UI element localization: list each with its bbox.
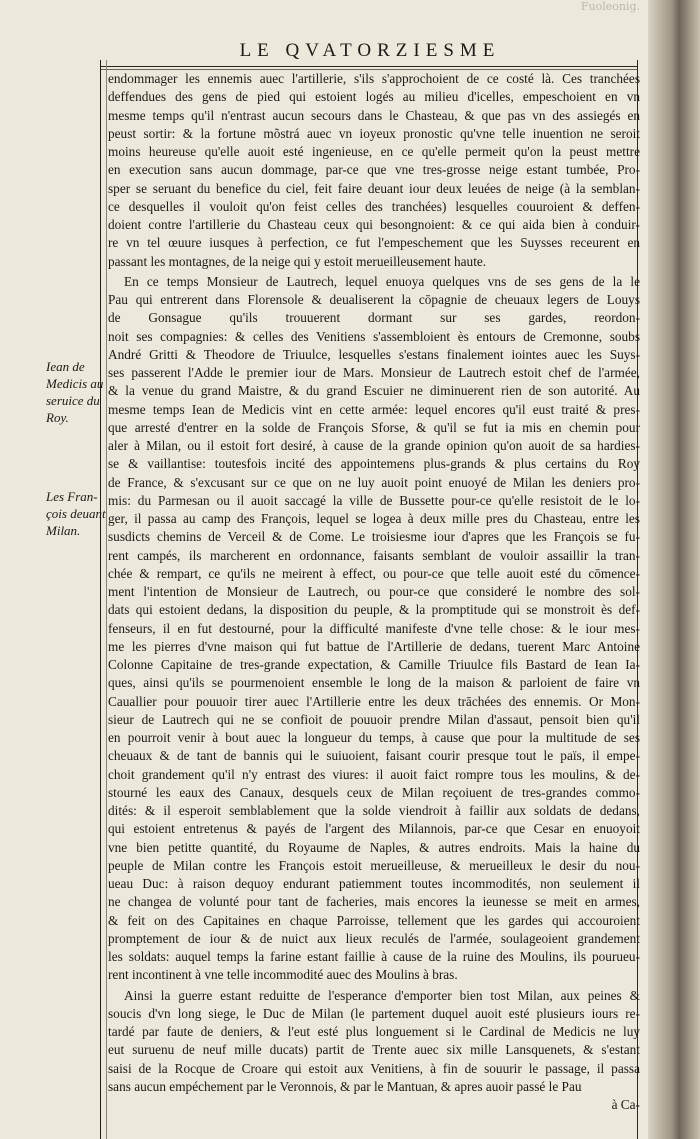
margin-note-medicis bbox=[46, 358, 108, 426]
text-line: mis: du Parmesan ou il auoit saccagé la ville de Bussette pour-ce qu'elle resistoit de le lo- bbox=[108, 492, 640, 508]
text-line: passant les montagnes, de la neige qui y estoit merueilleusement haute. bbox=[108, 253, 487, 269]
text-line: saisi de la Rocque de Croare qui estoit aux Venitiens, à fin de souurir le passage, il passa bbox=[108, 1060, 640, 1076]
bleed-through-text: Fuoleonig. bbox=[580, 0, 640, 13]
book-gutter bbox=[648, 0, 700, 1139]
margin-note-line: Roy. bbox=[46, 410, 69, 425]
margin-note-line: Medicis au bbox=[46, 376, 104, 391]
text-line: ment l'intention de Monsieur de Lautrech, ou pour-ce que consideré le nombre des sol- bbox=[108, 584, 640, 599]
text-line: En ce temps Monsieur de Lautrech, lequel enuoya quelques vns de ses gens de la le bbox=[124, 273, 640, 289]
text-line: sieur de Lautrech qui ne se confioit de pouuoir prendre Milan d'assaut, pensoit bien qu'il bbox=[108, 711, 640, 727]
text-line: de Gonsague qu'ils trouuerent dormant sur ses gardes, reordon- bbox=[108, 310, 640, 326]
catchword: à Ca- bbox=[611, 1097, 640, 1112]
text-line: ques, ainsi qu'ils se pourmenoient ensemble le long de la maison & parloient de faire vn bbox=[108, 675, 640, 691]
text-line: les soldats: auquel temps la farine estant faillie à cause de la ruine des Moulins, ils pourueu- bbox=[108, 949, 640, 964]
text-line: que arresté d'entrer en la solde de François Sforse, & qu'il se fut ia mis en chemin pour bbox=[108, 419, 640, 435]
text-line: rent campés, ils marcherent en ordonnance, faisants semblant de vouloir assaillir la tran- bbox=[108, 547, 640, 563]
text-line: qui estoient entretenus & payés de l'argent des Milannois, par-ce que Cesar en enuoyoit bbox=[108, 821, 640, 837]
text-line: en execution sans aucun dommage, par-ce que vne tres-grosse neige estant tumbée, Pro- bbox=[108, 162, 640, 178]
text-line: aler à Milan, ou il estoit fort desiré, à cause de la grande opinion qu'on auoit de sa hardies- bbox=[108, 438, 640, 453]
text-line: stourné les eaux des Canaux, desquels ceux de Milan reçoiuent de tres-grandes commo- bbox=[108, 784, 640, 800]
margin-note-line: Milan. bbox=[46, 523, 81, 538]
text-line: mesme temps qu'il n'entrast aucun secours dans le Chasteau, & que pas vn des assiegés en bbox=[108, 107, 640, 123]
text-line: tardé par faute de deniers, & l'eut esté plus longuement si le Cardinal de Medicis ne luy bbox=[108, 1024, 640, 1039]
text-line: Cauallier pour pouuoir tirer auec l'Artillerie entre les deux trāchées des ennemis. Or Mon- bbox=[108, 693, 640, 709]
margin-rule-left bbox=[100, 60, 101, 1139]
text-line: sper se seruant du benefice du ciel, feit faire deuant iour deux leuées de neige (à la semblan- bbox=[108, 180, 640, 196]
text-line: ses passerent l'Adde le premier iour de Mars. Monsieur de Lautrech estoit chef de l'armée, bbox=[108, 365, 640, 380]
margin-note-francois bbox=[46, 488, 108, 539]
text-line: rent incontinent à vne telle incommodité auec des Moulins à bras. bbox=[108, 967, 458, 983]
text-line: se & vaillantise: toutesfois incité des appointemens plus-grands & plus certains du Roy bbox=[108, 456, 640, 472]
margin-note-line: çois deuant bbox=[46, 506, 106, 521]
text-line: moins heureuse qu'elle auoit esté ingenieuse, en ce qu'elle permeit qu'on la peust mettre bbox=[108, 144, 640, 159]
text-line: re vn tel œuure iusques à perfection, ce fut l'empeschement que les Suysses receurent en bbox=[108, 235, 640, 251]
header-rule bbox=[100, 66, 637, 67]
running-title: LE QVATORZIESME bbox=[239, 40, 501, 61]
margin-note-line: Les Fran- bbox=[46, 489, 98, 504]
text-line: deffendues des gens de pied qui estoient logés au milieu d'icelles, empeschoient en vn bbox=[108, 89, 640, 105]
text-line: Ainsi la guerre estant reduitte de l'esperance d'emporter bien tost Milan, aux peines & bbox=[124, 987, 640, 1003]
text-line: vne bien petitte quantité, du Royaume de Naples, & autres endroits. Mais la haine du bbox=[108, 839, 640, 855]
text-line: ne changea de volunté pour tant de facheries, mais encores la ieunesse se meit en armes, bbox=[108, 894, 640, 910]
text-line: & feit on des Capitaines en chaque Parroisse, tellement que les gardes qui accouroient bbox=[108, 912, 640, 928]
margin-rule-left-inner bbox=[106, 60, 107, 1139]
text-line: dités: & il esperoit semblablement que la solde viendroit à faillir aux soldats de dedans, bbox=[108, 803, 640, 818]
text-line: noit ses compagnies: & celles des Venitiens s'assembloient ès entours de Cremonne, soubs bbox=[108, 328, 640, 344]
text-line: Colonne Capitaine de tres-grande expectation, & Camille Triuulce fils Bastard de Iean Ia- bbox=[108, 657, 640, 672]
text-line: sans aucun empéchement par le Veronnois, & par le Mantuan, & apres auoir passé le Pau bbox=[108, 1078, 582, 1094]
text-line: peuple de Milan contre les François estoit merueilleuse, & merueilleux le desir du nou- bbox=[108, 857, 640, 873]
text-line: susdicts chemins de Verceil & de Come. Le troisiesme iour d'apres que les François se fu- bbox=[108, 529, 640, 545]
margin-note-line: Iean de bbox=[46, 359, 85, 374]
text-line: fenseurs, il en fut destourné, pour la difficulté manifeste d'vne telle chose: & le iour mes- bbox=[108, 620, 640, 636]
text-line: ger, il passa au camp des François, lequel se logea à deux mille pres du Chasteau, entre les bbox=[108, 511, 640, 526]
text-line: André Gritti & Theodore de Triuulce, lesquelles s'estans finalement iointes auec les Suys- bbox=[108, 346, 640, 362]
text-line: ueau Duc: à raison dequoy endurant patiemment toutes incommodités, non seulement il bbox=[108, 876, 640, 891]
text-line: en pourroit venir à bout auec la longueur du temps, à cause que pour la multitude de ses bbox=[108, 730, 640, 745]
text-line: cheuaux & de tant de bannis qui le suiuoient, faisant courir presque tout le païs, il empe- bbox=[108, 748, 640, 764]
text-line: me les pierres d'vne maison qui fut battue de l'Artillerie de dedans, tuerent Marc Antoine bbox=[108, 638, 640, 654]
text-line: eut suruenu de neuf mille ducats) partit de Trente auec six mille Lansquenets, & s'estant bbox=[108, 1042, 640, 1058]
text-line: doient contre l'artillerie du Chasteau ceux qui besongnoient: & ce qui aida bien à conduir- bbox=[108, 217, 640, 232]
text-line: soucis d'vn long siege, le Duc de Milan (le partement duquel auoit esté plusieurs iours re- bbox=[108, 1005, 640, 1021]
text-line: & la venue du grand Maistre, & du grand Escuier ne diminuerent rien de son autorité. Au bbox=[108, 383, 640, 399]
text-line: de France, & s'excusant sur ce que on ne luy auoit point enuoyé de Milan les deniers pro- bbox=[108, 474, 640, 490]
text-line: endommager les ennemis auec l'artillerie, s'ils s'approchoient de ce costé là. Ces tranchées bbox=[108, 71, 640, 86]
body-text bbox=[108, 70, 640, 1114]
text-line: chée & rempart, ce qu'ils ne meirent à effect, ou pour-ce que telle auoit esté du cōmence- bbox=[108, 565, 640, 581]
text-line: Pau qui entrerent dans Florensole & deualiserent la cōpagnie de cheuaux legers de Louys bbox=[108, 292, 640, 307]
text-line: ce desquelles il vouloit qu'on feist celles des tranchées) lesquelles couuroient & deffen- bbox=[108, 198, 640, 214]
text-line: promptement de iour & de nuict aux lieux reculés de l'armée, soulageoient grandement bbox=[108, 930, 640, 946]
text-line: choit grandement qu'il n'y entrast des viures: il auoit faict rompre tous les moulins, & de- bbox=[108, 766, 640, 782]
margin-note-line: seruice du bbox=[46, 393, 100, 408]
text-line: dats qui estoient dedans, la disposition du peuple, & la promptitude qui se monstroit ès def- bbox=[108, 602, 640, 618]
text-line: peust sortir: & la fortune mõstrá auec vn ioyeux pronostic qu'vne telle inuention ne seroit bbox=[108, 125, 640, 141]
text-line: mesme temps Iean de Medicis vint en cette armée: lequel encores qu'il eust traité & pres- bbox=[108, 401, 640, 417]
